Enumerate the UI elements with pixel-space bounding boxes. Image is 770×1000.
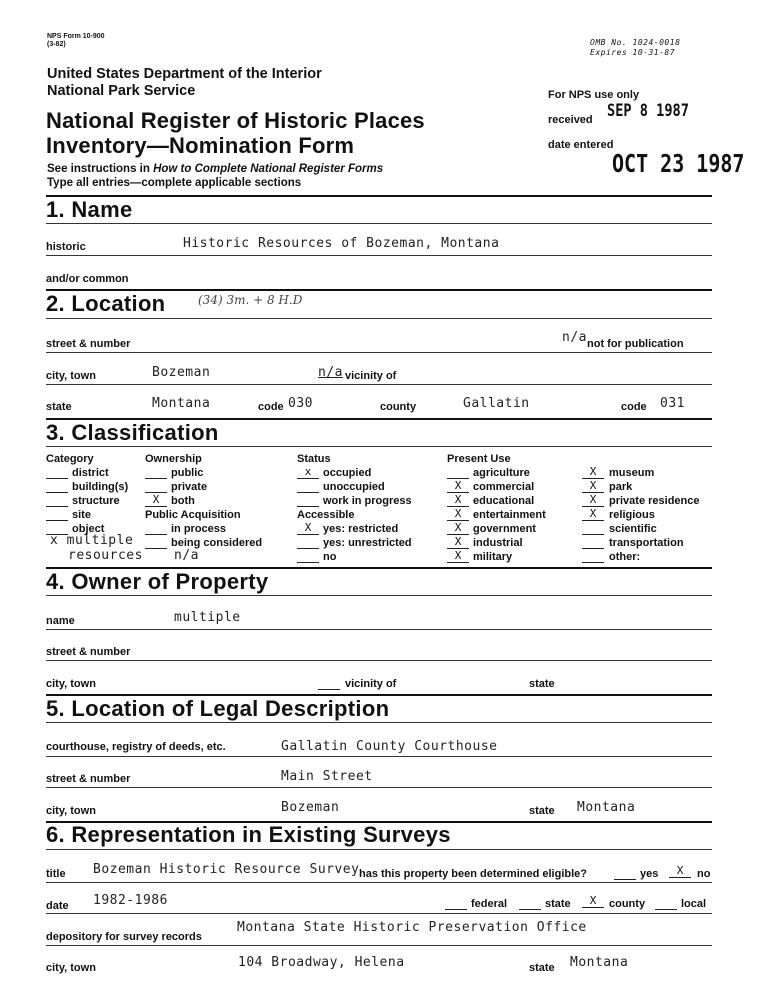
- use-government-checkbox[interactable]: X: [447, 523, 469, 535]
- use-scientific-checkbox[interactable]: [582, 523, 604, 535]
- section-underline: [46, 595, 712, 596]
- section6-title: 6. Representation in Existing Surveys: [46, 822, 451, 847]
- acq-in-process-checkbox[interactable]: [145, 523, 167, 535]
- received-label: received: [548, 114, 593, 126]
- use-commercial-checkbox[interactable]: X: [447, 481, 469, 493]
- eligible-yes-label: yes: [640, 868, 659, 880]
- county-level-label: county: [609, 898, 646, 910]
- county-code-label: code: [621, 401, 647, 413]
- acq-being-considered-checkbox[interactable]: [145, 537, 167, 549]
- use-military-label: military: [473, 551, 513, 563]
- category-building-label: building(s): [72, 481, 129, 493]
- accessible-no-label: no: [323, 551, 337, 563]
- state-code-label: code: [258, 401, 284, 413]
- category-site-label: site: [72, 509, 91, 521]
- use-private-residence-checkbox[interactable]: X: [582, 495, 604, 507]
- accessible-heading: Accessible: [297, 509, 355, 521]
- owner-vicinity-checkbox[interactable]: [318, 678, 340, 690]
- survey-title-value: Bozeman Historic Resource Survey: [93, 862, 360, 877]
- use-religious-label: religious: [609, 509, 655, 521]
- use-park-label: park: [609, 481, 633, 493]
- field-line: [46, 787, 712, 788]
- use-educational-label: educational: [473, 495, 535, 507]
- street-label: street & number: [46, 338, 131, 350]
- accessible-unrestricted-checkbox[interactable]: [297, 537, 319, 549]
- use-educational-checkbox[interactable]: X: [447, 495, 469, 507]
- acq-being-considered-label: being considered: [171, 537, 263, 549]
- category-structure-label: structure: [72, 495, 120, 507]
- use-transportation-checkbox[interactable]: [582, 537, 604, 549]
- eligible-no-checkbox[interactable]: X: [669, 866, 691, 878]
- state-value: Montana: [152, 396, 211, 411]
- section3-title: 3. Classification: [46, 420, 219, 445]
- use-commercial-label: commercial: [473, 481, 535, 493]
- section-underline: [46, 318, 712, 319]
- section-divider: [46, 195, 712, 197]
- legal-state-value: Montana: [577, 800, 636, 815]
- field-line: [46, 913, 712, 914]
- state-level-label: state: [545, 898, 571, 910]
- date-entered-label: date entered: [548, 139, 614, 151]
- accessible-restricted-label: yes: restricted: [323, 523, 399, 535]
- survey-state-label: state: [529, 962, 555, 974]
- section-underline: [46, 722, 712, 723]
- eligible-no-label: no: [697, 868, 711, 880]
- use-industrial-label: industrial: [473, 537, 523, 549]
- use-religious-checkbox[interactable]: X: [582, 509, 604, 521]
- use-entertainment-label: entertainment: [473, 509, 546, 521]
- use-entertainment-checkbox[interactable]: X: [447, 509, 469, 521]
- public-acquisition-heading: Public Acquisition: [145, 509, 241, 521]
- category-heading: Category: [46, 453, 94, 465]
- field-line: [46, 882, 712, 883]
- handwritten-note: (34) 3m. + 8 H.D: [198, 293, 303, 307]
- field-line: [46, 756, 712, 757]
- status-occupied-checkbox[interactable]: x: [297, 467, 319, 479]
- ownership-public-checkbox[interactable]: [145, 467, 167, 479]
- city-label: city, town: [46, 370, 96, 382]
- section4-title: 4. Owner of Property: [46, 569, 269, 594]
- ownership-private-checkbox[interactable]: [145, 481, 167, 493]
- eligible-yes-checkbox[interactable]: [614, 868, 636, 880]
- status-unoccupied-label: unoccupied: [323, 481, 385, 493]
- county-code-value: 031: [660, 396, 685, 411]
- accessible-unrestricted-label: yes: unrestricted: [323, 537, 412, 549]
- field-line: [46, 255, 712, 256]
- acq-value: n/a: [174, 548, 199, 563]
- accessible-no-checkbox[interactable]: [297, 551, 319, 563]
- survey-title-label: title: [46, 868, 66, 880]
- ownership-both-label: both: [171, 495, 195, 507]
- status-work-in-progress-label: work in progress: [323, 495, 412, 507]
- local-checkbox[interactable]: [655, 898, 677, 910]
- field-line: [46, 352, 712, 353]
- department-name: United States Department of the Interior: [47, 66, 322, 82]
- owner-name-label: name: [46, 615, 75, 627]
- service-name: National Park Service: [47, 83, 196, 99]
- status-heading: Status: [297, 453, 331, 465]
- use-museum-label: museum: [609, 467, 655, 479]
- vicinity-label: vicinity of: [345, 370, 397, 382]
- use-museum-checkbox[interactable]: X: [582, 467, 604, 479]
- owner-state-label: state: [529, 678, 555, 690]
- category-structure-checkbox[interactable]: [46, 495, 68, 507]
- section-underline: [46, 446, 712, 447]
- ownership-public-label: public: [171, 467, 204, 479]
- category-district-label: district: [72, 467, 109, 479]
- state-code-value: 030: [288, 396, 313, 411]
- county-label: county: [380, 401, 417, 413]
- form-title-line2: Inventory—Nomination Form: [46, 133, 355, 158]
- category-other-value: x multiple: [50, 533, 134, 548]
- nps-use-label: For NPS use only: [548, 89, 640, 101]
- section1-title: 1. Name: [46, 197, 133, 222]
- owner-city-label: city, town: [46, 678, 96, 690]
- field-line: [46, 384, 712, 385]
- legal-street-value: Main Street: [281, 769, 373, 784]
- courthouse-value: Gallatin County Courthouse: [281, 739, 498, 754]
- survey-city-label: city, town: [46, 962, 96, 974]
- not-for-publication-label: not for publication: [587, 338, 684, 350]
- depository-label: depository for survey records: [46, 931, 202, 943]
- instructions-line2: Type all entries—complete applicable sections: [47, 177, 302, 189]
- use-other-checkbox[interactable]: [582, 551, 604, 563]
- legal-state-label: state: [529, 805, 555, 817]
- survey-date-label: date: [46, 900, 69, 912]
- omb-number: OMB No. 1024-0018: [590, 38, 681, 47]
- status-work-in-progress-checkbox[interactable]: [297, 495, 319, 507]
- state-checkbox[interactable]: [519, 898, 541, 910]
- street-value: n/a: [562, 330, 587, 345]
- owner-street-label: street & number: [46, 646, 131, 658]
- courthouse-label: courthouse, registry of deeds, etc.: [46, 741, 226, 753]
- category-district-checkbox[interactable]: [46, 467, 68, 479]
- section5-title: 5. Location of Legal Description: [46, 696, 390, 721]
- omb-expires: Expires 10-31-87: [590, 48, 676, 57]
- use-agriculture-checkbox[interactable]: [447, 467, 469, 479]
- use-scientific-label: scientific: [609, 523, 657, 535]
- use-private-residence-label: private residence: [609, 495, 700, 507]
- status-occupied-label: occupied: [323, 467, 372, 479]
- ownership-private-label: private: [171, 481, 208, 493]
- field-line: [46, 629, 712, 630]
- owner-vicinity-label: vicinity of: [345, 678, 397, 690]
- local-label: local: [681, 898, 707, 910]
- ownership-heading: Ownership: [145, 453, 202, 465]
- category-other-value-2: resources: [68, 548, 143, 563]
- present-use-heading: Present Use: [447, 453, 511, 465]
- survey-city-value: 104 Broadway, Helena: [238, 955, 405, 970]
- entered-stamp: OCT 23 1987: [612, 149, 745, 178]
- use-military-checkbox[interactable]: X: [447, 551, 469, 563]
- section-underline: [46, 849, 712, 850]
- section-underline: [46, 223, 712, 224]
- legal-city-value: Bozeman: [281, 800, 340, 815]
- historic-value: Historic Resources of Bozeman, Montana: [183, 236, 500, 251]
- use-agriculture-label: agriculture: [473, 467, 530, 479]
- legal-city-label: city, town: [46, 805, 96, 817]
- accessible-restricted-checkbox[interactable]: X: [297, 523, 319, 535]
- use-government-label: government: [473, 523, 536, 535]
- survey-state-value: Montana: [570, 955, 629, 970]
- legal-street-label: street & number: [46, 773, 131, 785]
- city-value: Bozeman: [152, 365, 211, 380]
- federal-checkbox[interactable]: [445, 898, 467, 910]
- depository-value: Montana State Historic Preservation Office: [237, 920, 587, 935]
- field-line: [46, 660, 712, 661]
- owner-name-value: multiple: [174, 610, 241, 625]
- status-unoccupied-checkbox[interactable]: [297, 481, 319, 493]
- survey-date-value: 1982-1986: [93, 893, 168, 908]
- category-site-checkbox[interactable]: [46, 509, 68, 521]
- acq-in-process-label: in process: [171, 523, 227, 535]
- form-date: (3-82): [47, 41, 66, 48]
- use-transportation-label: transportation: [609, 537, 684, 549]
- historic-label: historic: [46, 241, 86, 253]
- common-label: and/or common: [46, 273, 129, 285]
- eligible-question: has this property been determined eligible?: [359, 868, 587, 880]
- use-industrial-checkbox[interactable]: X: [447, 537, 469, 549]
- field-line: [46, 945, 712, 946]
- form-title-line1: National Register of Historic Places: [46, 108, 425, 133]
- federal-label: federal: [471, 898, 508, 910]
- category-object-label: object: [72, 523, 105, 535]
- use-other-label: other:: [609, 551, 641, 563]
- received-stamp: SEP 8 1987: [607, 101, 689, 121]
- ownership-both-checkbox[interactable]: X: [145, 495, 167, 507]
- state-label: state: [46, 401, 72, 413]
- county-checkbox[interactable]: X: [582, 896, 604, 908]
- use-park-checkbox[interactable]: X: [582, 481, 604, 493]
- category-building-checkbox[interactable]: [46, 481, 68, 493]
- instructions-line1: See instructions in How to Complete National Register Forms: [47, 163, 384, 175]
- form-number: NPS Form 10-900: [47, 33, 105, 40]
- county-value: Gallatin: [463, 396, 530, 411]
- section2-title: 2. Location: [46, 291, 166, 316]
- vicinity-value: n/a: [318, 365, 343, 380]
